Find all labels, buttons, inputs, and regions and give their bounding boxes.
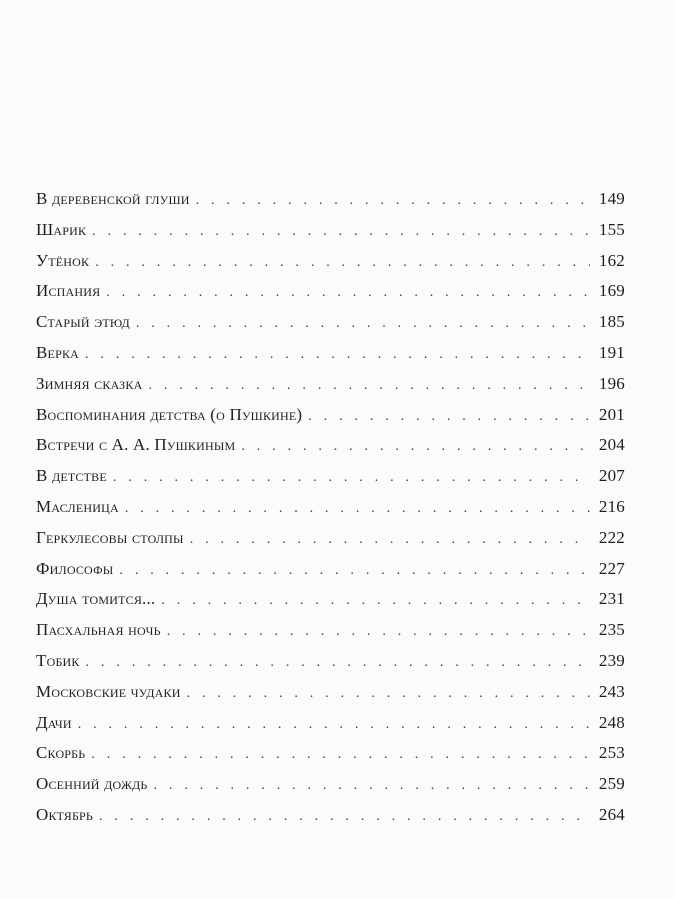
dot-leader xyxy=(167,624,590,640)
dot-leader xyxy=(95,255,590,271)
dot-leader xyxy=(187,686,590,702)
toc-entry-page-number: 235 xyxy=(598,620,625,640)
toc-entry-title: Философы xyxy=(36,558,114,578)
toc-entry xyxy=(36,528,625,559)
dot-leader xyxy=(154,778,590,794)
dot-leader xyxy=(190,532,590,548)
toc-entry-title: Скорбь xyxy=(36,743,86,763)
toc-entry xyxy=(36,559,625,590)
toc-entry-title: Геркулесовы столпы xyxy=(36,527,184,547)
dot-leader xyxy=(91,747,590,763)
toc-entry-page-number: 243 xyxy=(598,681,625,701)
toc-entry-title: В детстве xyxy=(36,466,107,486)
toc-entry-page-number: 169 xyxy=(598,281,625,301)
toc-entry-page-number: 248 xyxy=(598,712,625,732)
toc-entry-title: Старый этюд xyxy=(36,312,130,332)
dot-leader xyxy=(99,809,590,825)
dot-leader xyxy=(92,224,590,240)
toc-entry-page-number: 216 xyxy=(598,496,625,516)
toc-entry-title: Душа томится... xyxy=(36,589,156,609)
toc-entry-title: Воспоминания детства (о Пушкине) xyxy=(36,404,303,424)
dot-leader xyxy=(106,285,590,301)
toc-entry xyxy=(36,312,625,343)
toc-entry-title: Октябрь xyxy=(36,804,94,824)
dot-leader xyxy=(119,563,590,579)
toc-entry xyxy=(36,466,625,497)
toc-entry-title: В деревенской глуши xyxy=(36,189,190,208)
toc-entry-title: Зимняя сказка xyxy=(36,373,143,393)
toc-entry-title: Московские чудаки xyxy=(36,681,181,701)
toc-entry xyxy=(36,435,625,466)
toc-entry-page-number: 259 xyxy=(598,774,625,794)
toc-entry-page-number: 185 xyxy=(598,312,625,332)
toc-entry-title: Пасхальная ночь xyxy=(36,620,161,640)
toc-entry xyxy=(36,251,625,282)
toc-entry-title: Тобик xyxy=(36,650,80,670)
toc-entry-page-number: 239 xyxy=(598,650,625,670)
toc-entry xyxy=(36,281,625,312)
dot-leader xyxy=(308,409,590,425)
toc-entry-title: Шарик xyxy=(36,219,87,239)
toc-entry xyxy=(36,805,625,836)
dot-leader xyxy=(148,378,590,394)
toc-entry-page-number: 201 xyxy=(598,404,625,424)
toc-entry-title: Встречи с А. А. Пушкиным xyxy=(36,435,236,455)
toc-entry-page-number: 162 xyxy=(598,250,625,270)
toc-entry-page-number: 264 xyxy=(598,804,625,824)
toc-entry xyxy=(36,651,625,682)
toc-entry xyxy=(36,682,625,713)
toc-entry-page-number: 231 xyxy=(598,589,625,609)
toc-entry xyxy=(36,774,625,805)
toc-entry-title: Утёнок xyxy=(36,250,90,270)
dot-leader xyxy=(196,193,590,209)
dot-leader xyxy=(241,439,590,455)
toc-entry-title: Осенний дождь xyxy=(36,774,148,794)
toc-entry xyxy=(36,374,625,405)
dot-leader xyxy=(78,717,590,733)
toc-entry-title: Испания xyxy=(36,281,101,301)
toc-entry-title: Дачи xyxy=(36,712,72,732)
toc-entry xyxy=(36,497,625,528)
dot-leader xyxy=(161,593,590,609)
dot-leader xyxy=(113,470,590,486)
dot-leader xyxy=(125,501,590,517)
toc-entry-page-number: 191 xyxy=(598,342,625,362)
toc-entry-title: Верка xyxy=(36,342,80,362)
table-of-contents xyxy=(36,189,625,836)
toc-entry-page-number: 253 xyxy=(598,743,625,763)
toc-entry xyxy=(36,589,625,620)
toc-entry-page-number: 207 xyxy=(598,466,625,486)
dot-leader xyxy=(86,655,590,671)
toc-entry-page-number: 227 xyxy=(598,558,625,578)
toc-entry xyxy=(36,220,625,251)
toc-entry-title: Масленица xyxy=(36,496,119,516)
toc-entry-page-number: 196 xyxy=(598,373,625,393)
toc-entry xyxy=(36,620,625,651)
toc-entry-page-number: 222 xyxy=(598,527,625,547)
toc-entry-page-number: 204 xyxy=(598,435,625,455)
toc-entry xyxy=(36,405,625,436)
toc-entry-page-number: 149 xyxy=(598,189,625,208)
dot-leader xyxy=(85,347,590,363)
dot-leader xyxy=(136,316,590,332)
toc-entry xyxy=(36,713,625,744)
toc-entry xyxy=(36,743,625,774)
toc-entry xyxy=(36,343,625,374)
toc-entry-page-number: 155 xyxy=(598,219,625,239)
toc-entry xyxy=(36,189,625,220)
